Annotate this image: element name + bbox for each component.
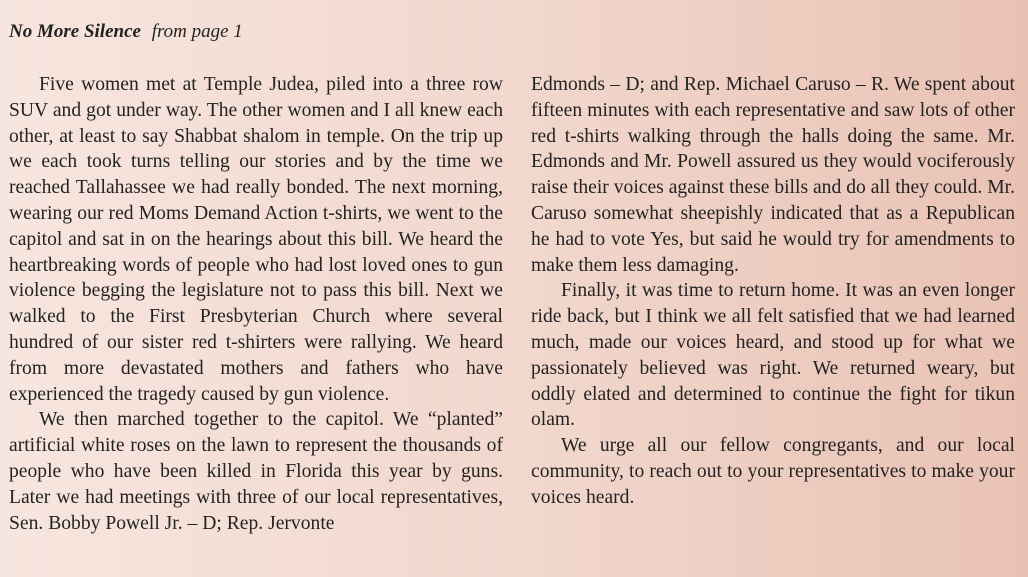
- paragraph-2-continued: Edmonds – D; and Rep. Michael Caruso – R. We spent about fifteen minutes with each representative and saw lots of other red t-shirts walking through the halls doing the same. Mr. Edmonds and Mr. Powell assured us they would vociferously raise their voices against these bills and do all they could. Mr. Caruso somewhat sheepishly indicated that as a Republican he had to vote Yes, but said he would try for amendments to make them less damaging.: [531, 74, 1015, 276]
- paragraph-2: We then marched together to the capitol. We “planted” artificial white roses on the lawn to represent the thousands of people who have been killed in Florida this year by guns. Later we had meetings with three of our local representatives, Sen. Bobby Powell Jr. – D; Rep. Jervonte: [9, 409, 503, 534]
- article-title: No More Silence: [9, 21, 141, 42]
- paragraph-1: Five women met at Temple Judea, piled into a three row SUV and got under way. The other women and I all knew each other, at least to say Shabbat shalom in temple. On the trip up we each took turns telling our stories and by the time we reached Tallahassee we had really bonded. The next morning, wearing our red Moms Demand Action t-shirts, we went to the capitol and sat in on the hearings about this bill. We heard the heartbreaking words of people who had lost loved ones to gun violence begging the legislature not to pass this bill. Next we walked to the First Presbyterian Church where several hundred of our sister red t-shirters were rallying. We heard from more devastated mothers and fathers who have experienced the tragedy caused by gun violence.: [9, 74, 503, 405]
- right-column: [531, 72, 1015, 511]
- article-heading: [9, 18, 243, 46]
- left-column: [9, 72, 503, 536]
- continuation-note: from page 1: [151, 21, 243, 42]
- paragraph-3: Finally, it was time to return home. It was an even longer ride back, but I think we all felt satisfied that we had learned much, made our voices heard, and stood up for what we passionately believed was right. We returned weary, but oddly elated and determined to continue the fight for tikun olam.: [531, 280, 1015, 431]
- paragraph-4: We urge all our fellow congregants, and our local community, to reach out to your representatives to make your voices heard.: [531, 435, 1015, 508]
